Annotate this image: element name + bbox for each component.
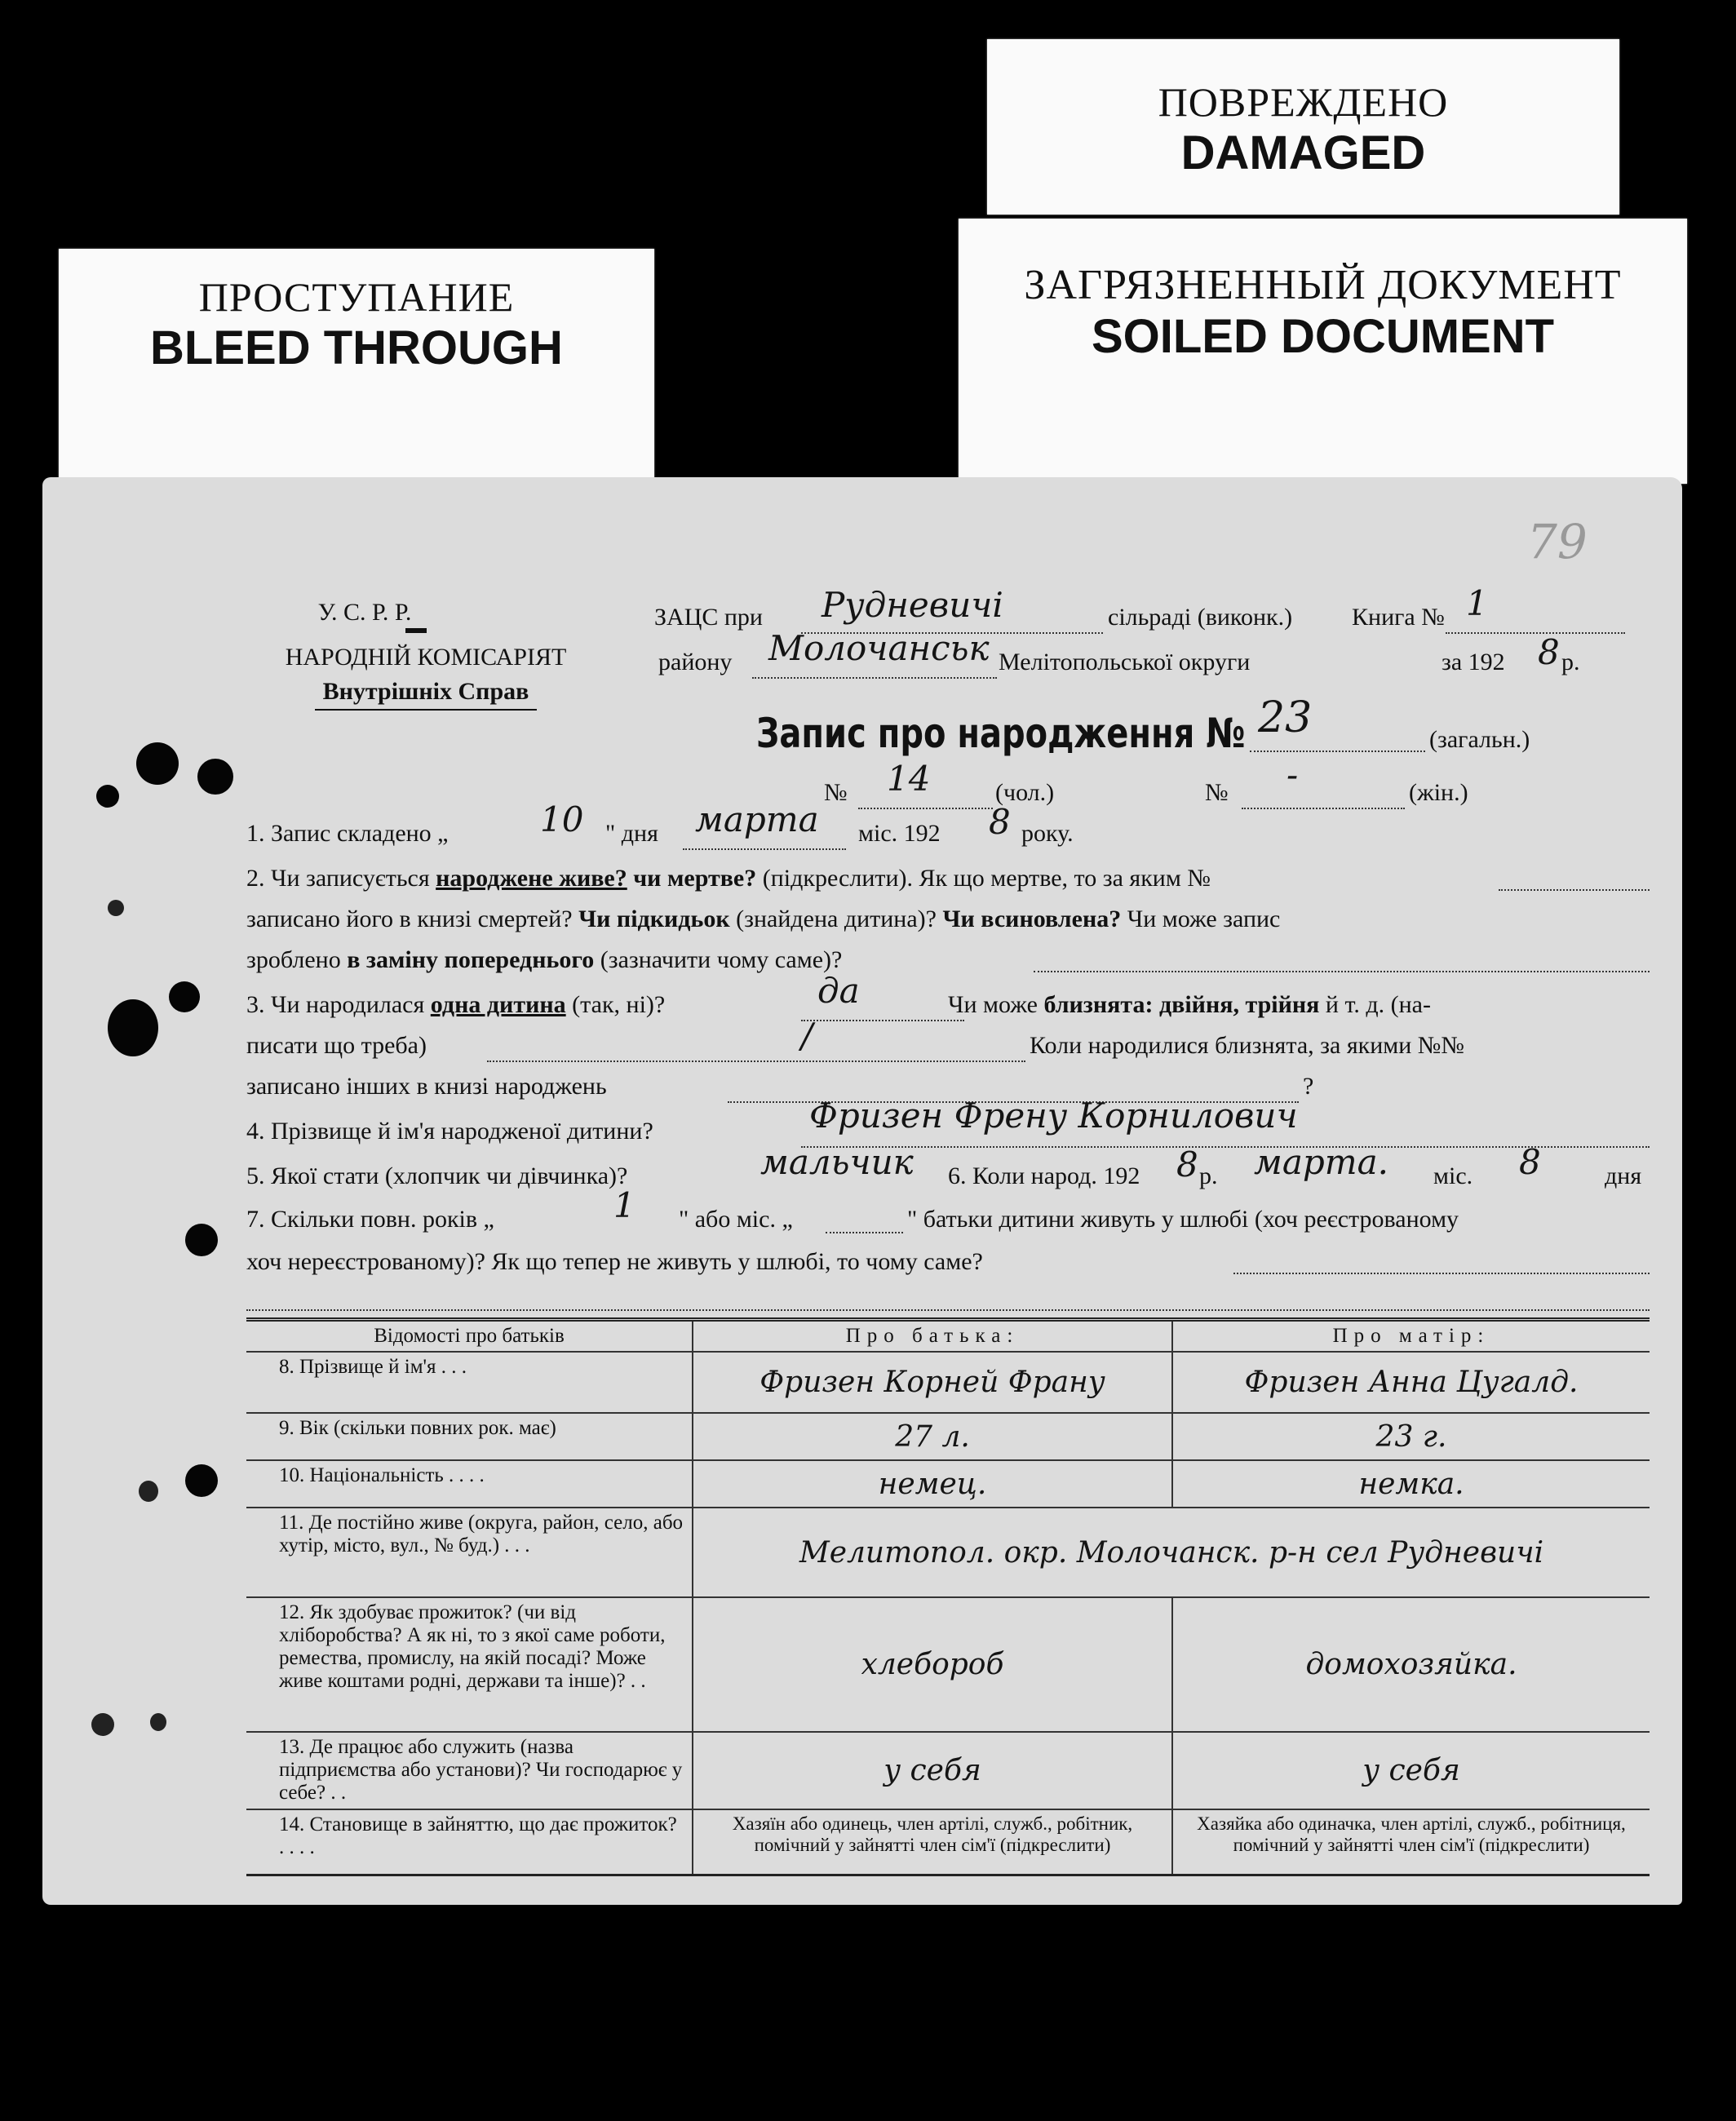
fill-line (801, 1020, 964, 1021)
male-label: (чол.) (995, 779, 1055, 806)
q3-line1-b (948, 991, 1431, 1019)
internal-affairs-label: Внутрішніх Справ (315, 675, 538, 711)
row-question: 12. Як здобуває прожиток? (чи від хліборобства? А як ні, то з якої саме роботи, ремества, промислу, на якій посаді? Може живе коштами родні, держави та інше)? . . (246, 1597, 693, 1732)
row-question: 13. Де працює або служить (назва підприємства або установи)? Чи господарює у себе? . . (246, 1732, 693, 1809)
q2-line3 (246, 946, 842, 974)
punch-hole (108, 999, 158, 1056)
q2-text-a: 2. Чи записується (246, 865, 430, 892)
page-number: 79 (1527, 514, 1588, 569)
q3-answer-handwritten: да (817, 971, 860, 1011)
q3-line1-a (246, 991, 665, 1019)
parents-info-table (246, 1317, 1650, 1876)
male-number-handwritten: 14 (887, 759, 931, 799)
female-number-handwritten: - (1286, 755, 1299, 795)
fill-line (246, 1309, 1650, 1311)
q3-line2-handwritten: / (801, 1016, 813, 1056)
q1-text-c: міс. 192 (858, 820, 941, 847)
district-prefix: району (658, 649, 733, 675)
q4-child-name-handwritten: Фризен Френу Корнилович (809, 1096, 1298, 1136)
q2-text-h: зроблено (246, 946, 341, 973)
soiled-document-label-card (959, 219, 1687, 484)
q7-text-a: 7. Скільки повн. років „ (246, 1206, 494, 1233)
row-question: 14. Становище в зайняттю, що дає прожиток? . . . . (246, 1809, 693, 1875)
father-workplace-handwritten: у себя (693, 1732, 1172, 1809)
q2-line2 (246, 906, 1280, 933)
fill-line (1034, 971, 1650, 972)
header-parents-info: Відомості про батьків (246, 1320, 693, 1353)
q3-text-d: Чи може (948, 991, 1038, 1018)
general-label: (загальн.) (1429, 726, 1530, 753)
fill-line (1250, 751, 1425, 752)
mother-name-handwritten: Фризен Анна Цугалд. (1172, 1352, 1650, 1413)
commissariat-header (246, 640, 605, 711)
q1-day-handwritten: 10 (540, 799, 584, 839)
q1-month-handwritten: марта (695, 799, 819, 839)
punch-hole (150, 1713, 166, 1731)
q3-twins: близнята: двійня, трійня (1043, 991, 1320, 1018)
punch-hole (139, 1481, 158, 1502)
q1-text-b: " дня (605, 820, 658, 847)
fill-line (826, 1232, 903, 1233)
q6-text-d: дня (1605, 1162, 1642, 1189)
row-question: 10. Національність . . . . (246, 1460, 693, 1508)
q6-year-handwritten: 8 (1176, 1145, 1198, 1184)
fill-line (683, 848, 846, 850)
father-occupation-handwritten: хлебороб (693, 1597, 1172, 1732)
q1-text-d: року. (1021, 820, 1074, 847)
district-handwritten: Молочанськ (768, 628, 990, 668)
q2-stillborn: чи мертве? (633, 865, 757, 892)
mother-occupation-handwritten: домохозяйка. (1172, 1597, 1650, 1732)
fill-line (752, 677, 997, 679)
bleed-label-en: BLEED THROUGH (150, 321, 563, 374)
soiled-label-ru: ЗАГРЯЗНЕННЫЙ ДОКУМЕНТ (1024, 262, 1622, 308)
table-row (246, 1809, 1650, 1875)
q2-text-f: (знайдена дитина)? (736, 906, 937, 932)
bleed-label-ru: ПРОСТУПАНИЕ (198, 274, 515, 320)
q3-text-h: Коли народилися близнята, за якими №№ (1030, 1032, 1465, 1059)
father-employment-status: Хазяїн або одинець, член артілі, служб., робітник, помічний у зайнятті член сім'ї (підкреслити) (693, 1809, 1172, 1875)
table-row (246, 1732, 1650, 1809)
table-row (246, 1460, 1650, 1508)
birth-record-sheet (42, 477, 1682, 1905)
header-about-father: Про батька: (693, 1320, 1172, 1353)
q3-text-c: (так, ні)? (572, 991, 666, 1018)
year-handwritten: 8 (1538, 632, 1560, 672)
bleed-through-label-card (59, 249, 654, 485)
district-suffix: Мелітопольської округи (999, 649, 1251, 675)
zags-prefix: ЗАЦС при (654, 604, 763, 631)
q6-text-a: 6. Коли народ. 192 (948, 1162, 1140, 1189)
male-no-label: № (824, 779, 848, 806)
q2-text-e: записано його в книзі смертей? (246, 906, 573, 932)
q2-born-alive: народжене живе? (436, 865, 627, 892)
q2-foundling: Чи підкидьок (578, 906, 730, 932)
q3-text-i: записано інших в книзі народжень (246, 1073, 607, 1100)
q2-text-i: (зазначити чому саме)? (600, 946, 843, 973)
q3-single-child: одна дитина (430, 991, 566, 1018)
year-prefix: за 192 (1442, 649, 1505, 675)
table-row (246, 1413, 1650, 1460)
q1-text-a: 1. Запис складено „ (246, 820, 449, 847)
issuer-header (242, 596, 487, 630)
q2-replacement: в заміну попереднього (347, 946, 595, 973)
q3-text-f: й т. д. (на- (1325, 991, 1431, 1018)
q7-text-c: " батьки дитини живуть у шлюбі (хоч реєстрованому (907, 1206, 1459, 1233)
punch-hole (197, 759, 233, 795)
table-row (246, 1597, 1650, 1732)
row-question: 8. Прізвище й ім'я . . . (246, 1352, 693, 1413)
q3-text-a: 3. Чи народилася (246, 991, 425, 1018)
fill-line (487, 1060, 1025, 1062)
q6-text-c: міс. (1433, 1162, 1473, 1189)
q3-text-g: писати що треба) (246, 1032, 427, 1059)
mother-employment-status: Хазяйка або одиначка, член артілі, служб., робітниця, помічний у зайнятті член сім'ї (підкреслити) (1172, 1809, 1650, 1875)
q6-text-b: р. (1199, 1162, 1218, 1189)
fill-line (1242, 808, 1405, 809)
q3-text-j: ? (1303, 1073, 1314, 1100)
fill-line (1499, 889, 1650, 891)
mother-age-handwritten: 23 г. (1172, 1413, 1650, 1460)
damaged-label-en: DAMAGED (1180, 126, 1426, 179)
commissariat-label: НАРОДНІЙ КОМІСАРІЯТ (285, 644, 567, 671)
punch-hole (91, 1713, 114, 1736)
q7-text-b: " або міс. „ (679, 1206, 793, 1233)
book-label: Книга № (1352, 604, 1445, 631)
parents-residence-handwritten: Мелитопол. окр. Молочанск. р-н сел Рудневичі (693, 1508, 1650, 1597)
q7-text-d: хоч нереєстрованому)? Як що тепер не живуть у шлюбі, то чому саме? (246, 1248, 983, 1275)
table-header-row (246, 1320, 1650, 1353)
header-about-mother: Про матір: (1172, 1320, 1650, 1353)
father-age-handwritten: 27 л. (693, 1413, 1172, 1460)
q2-line1 (246, 865, 1211, 892)
record-title: Запис про народження № (756, 710, 1246, 757)
punch-hole (185, 1224, 218, 1256)
mother-nationality-handwritten: немка. (1172, 1460, 1650, 1508)
ussr-label: У. С. Р. Р. (317, 599, 412, 626)
q2-text-d: (підкреслити). Як що мертве, то за яким № (762, 865, 1211, 892)
q1-year-handwritten: 8 (989, 802, 1011, 842)
q5-sex-handwritten: мальчик (760, 1142, 914, 1182)
father-name-handwritten: Фризен Корней Франу (693, 1352, 1172, 1413)
book-number-handwritten: 1 (1466, 583, 1488, 623)
q4-text: 4. Прізвище й ім'я народженої дитини? (246, 1118, 653, 1145)
female-no-label: № (1205, 779, 1229, 806)
punch-hole (136, 742, 179, 785)
q5-text: 5. Якої стати (хлопчик чи дівчинка)? (246, 1162, 628, 1189)
mother-workplace-handwritten: у себя (1172, 1732, 1650, 1809)
q7-years-handwritten: 1 (613, 1185, 636, 1225)
q2-adopted: Чи всиновлена? (942, 906, 1122, 932)
q6-day-handwritten: 8 (1519, 1142, 1541, 1182)
fill-line (1446, 632, 1625, 634)
zags-village-handwritten: Рудневичі (822, 585, 1003, 625)
father-nationality-handwritten: немец. (693, 1460, 1172, 1508)
punch-hole (185, 1464, 218, 1497)
fill-line (1233, 1273, 1650, 1274)
row-question: 9. Вік (скільки повних рок. має) (246, 1413, 693, 1460)
table-row (246, 1508, 1650, 1597)
record-number-handwritten: 23 (1258, 693, 1313, 742)
punch-hole (108, 900, 124, 916)
punch-hole (169, 981, 200, 1012)
header-divider (405, 628, 427, 633)
q6-month-handwritten: марта. (1254, 1142, 1388, 1182)
punch-hole (96, 785, 119, 808)
female-label: (жін.) (1409, 779, 1468, 806)
row-question: 11. Де постійно живе (округа, район, село, або хутір, місто, вул., № буд.) . . . (246, 1508, 693, 1597)
fill-line (858, 808, 993, 809)
damaged-label-ru: ПОВРЕЖДЕНО (1158, 79, 1449, 125)
zags-suffix: сільраді (виконк.) (1108, 604, 1293, 631)
year-suffix: р. (1561, 649, 1580, 675)
damaged-label-card (987, 39, 1619, 215)
q2-text-g: Чи може запис (1127, 906, 1281, 932)
soiled-label-en: SOILED DOCUMENT (1091, 310, 1555, 363)
table-row (246, 1352, 1650, 1413)
